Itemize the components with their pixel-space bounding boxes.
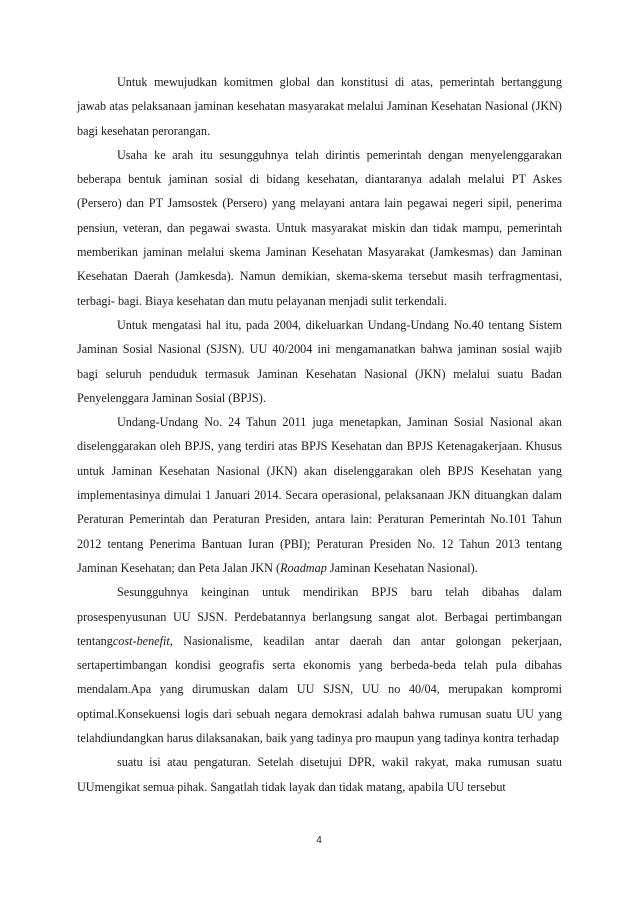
paragraph-p3 xyxy=(77,313,562,410)
italic-term: Roadmap xyxy=(280,560,327,575)
paragraph-text: Nasionalisme, keadilan antar daerah dan antar golongan pekerjaan, sertapertimbangan kondisi geografis serta ekonomis yang berbeda-beda telah pula dibahas mendalam.Apa yang dirumuskan dalam UU SJSN, UU no 40/04, merupakan kompromi optimal.Konsekuensi logis dari sebuah negara demokrasi adalah bahwa rumusan suatu UU yang telahdiundangkan harus dilaksanakan, baik yang tadinya pro maupun yang tadinya kontra terhadap xyxy=(77,633,562,746)
page-number: 4 xyxy=(316,835,322,846)
italic-term: cost-benefit, xyxy=(112,633,173,648)
paragraph-text: Undang-Undang No. 24 Tahun 2011 juga menetapkan, Jaminan Sosial Nasional akan diselenggarakan oleh BPJS, yang terdiri atas BPJS Kesehatan dan BPJS Ketenagakerjaan. Khusus untuk Jaminan Kesehatan Nasional (JKN) akan diselenggarakan oleh BPJS Kesehatan yang implementasinya dimulai 1 Januari 2014. Secara operasional, pelaksanaan JKN dituangkan dalam Peraturan Pemerintah dan Peraturan Presiden, antara lain: Peraturan Pemerintah No.101 Tahun 2012 tentang Penerima Bantuan Iuran (PBI); Peraturan Presiden No. 12 Tahun 2013 tentang Jaminan Kesehatan; dan Peta Jalan JKN ( xyxy=(77,415,562,575)
document-body xyxy=(77,70,562,799)
paragraph-p4 xyxy=(77,410,562,580)
paragraph-text: Untuk mewujudkan komitmen global dan konstitusi di atas, pemerintah bertanggung jawab atas pelaksanaan jaminan kesehatan masyarakat melalui Jaminan Kesehatan Nasional (JKN) bagi kesehatan perorangan. xyxy=(77,75,562,138)
paragraph-p6 xyxy=(77,750,562,799)
paragraph-p5 xyxy=(77,580,562,750)
paragraph-p2 xyxy=(77,143,562,313)
paragraph-text: Jaminan Kesehatan Nasional). xyxy=(326,560,478,575)
paragraph-text: Usaha ke arah itu sesungguhnya telah dirintis pemerintah dengan menyelenggarakan beberapa bentuk jaminan sosial di bidang kesehatan, diantaranya adalah melalui PT Askes (Persero) dan PT Jamsostek (Persero) yang melayani antara lain pegawai negeri sipil, penerima pensiun, veteran, dan pegawai swasta. Untuk masyarakat miskin dan tidak mampu, pemerintah memberikan jaminan melalui skema Jaminan Kesehatan Masyarakat (Jamkesmas) dan Jaminan Kesehatan Daerah (Jamkesda). Namun demikian, skema-skema tersebut masih terfragmentasi, terbagi- bagi. Biaya kesehatan dan mutu pelayanan menjadi sulit terkendali. xyxy=(77,147,562,308)
paragraph-text: Sesungguhnya keinginan untuk mendirikan BPJS baru telah dibahas dalam prosespenyusunan UU SJSN. Perdebatannya berlangsung sangat alot. Berbagai pertimbangan tentang xyxy=(77,585,562,648)
paragraph-text: suatu isi atau pengaturan. Setelah disetujui DPR, wakil rakyat, maka rumusan suatu UUmengikat semua pihak. Sangatlah tidak layak dan tidak matang, apabila UU tersebut xyxy=(77,755,562,794)
paragraph-text: Untuk mengatasi hal itu, pada 2004, dikeluarkan Undang-Undang No.40 tentang Sistem Jaminan Sosial Nasional (SJSN). UU 40/2004 ini mengamanatkan bahwa jaminan sosial wajib bagi seluruh penduduk termasuk Jaminan Kesehatan Nasional (JKN) melalui suatu Badan Penyelenggara Jaminan Sosial (BPJS). xyxy=(77,317,562,405)
paragraph-p1 xyxy=(77,70,562,143)
